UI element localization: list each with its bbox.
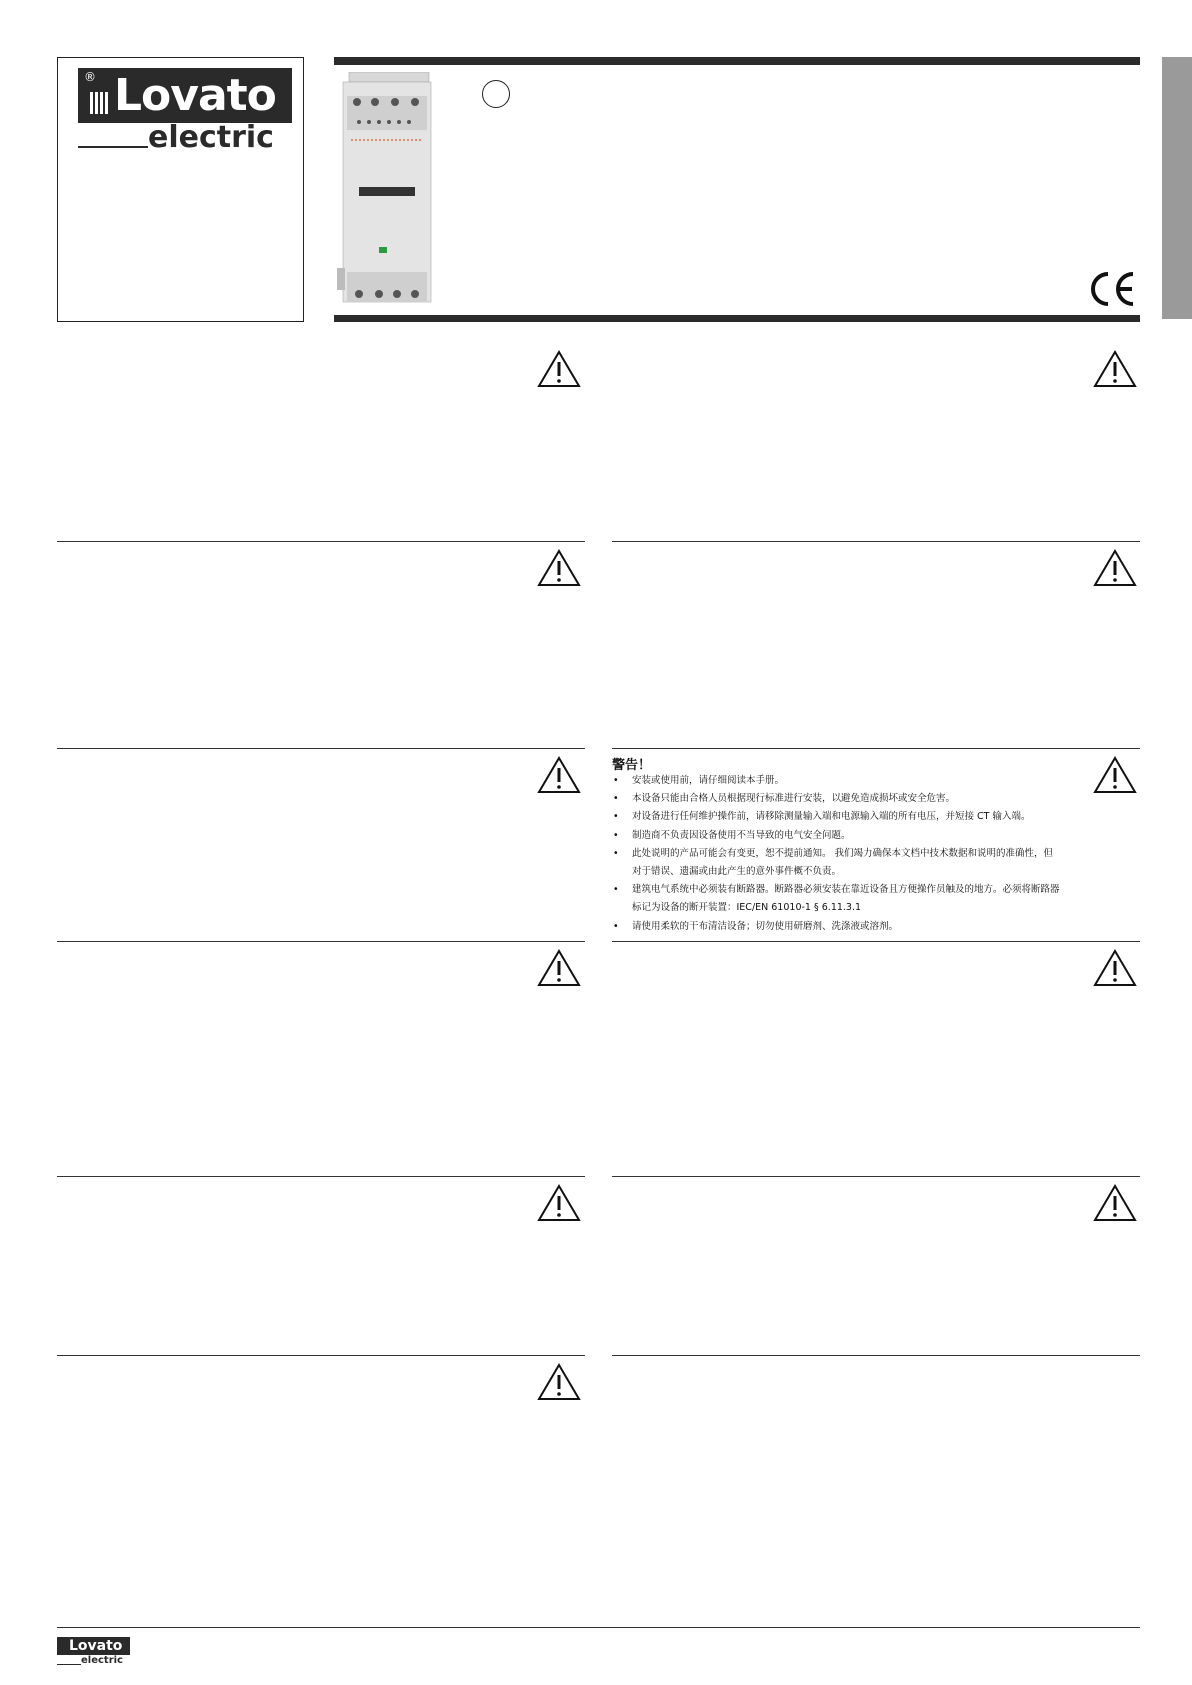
- bullet-icon: •: [613, 829, 619, 841]
- warning-triangle-icon: [1093, 949, 1137, 987]
- warning-item: • 请使用柔软的干布清洁设备；切勿使用研磨剂、洗涤液或溶剂。: [612, 918, 1132, 936]
- header-top-bar: [334, 57, 1140, 65]
- warning-triangle-icon: [537, 1363, 581, 1401]
- header-bottom-bar: [334, 315, 1140, 322]
- warning-item: • 制造商不负责因设备使用不当导致的电气安全问题。: [612, 827, 1132, 845]
- footer-logo-underline: [57, 1664, 81, 1665]
- footer-logo-block: [57, 1637, 130, 1655]
- warning-triangle-icon: [537, 1184, 581, 1222]
- warning-item: • 安装或使用前，请仔细阅读本手册。: [612, 772, 1132, 790]
- footer-brand-sub: electric: [81, 1655, 123, 1666]
- warning-item: • 对设备进行任何维护操作前，请移除测量输入端和电源输入端的所有电压，并短接 CT 输入端。: [612, 808, 1132, 826]
- warning-list-zh: [612, 772, 1132, 936]
- warning-item-continued: 标记为设备的断开装置：IEC/EN 61010-1 § 6.11.3.1: [632, 902, 862, 914]
- footer-brand-logo: [57, 1637, 130, 1667]
- warning-triangle-icon: [1093, 350, 1137, 388]
- bullet-icon: •: [613, 847, 619, 859]
- bullet-icon: •: [613, 811, 619, 823]
- ce-mark-icon: [1086, 270, 1136, 308]
- section-divider: [57, 748, 585, 749]
- warning-item: • 建筑电气系统中必须装有断路器。断路器必须安装在靠近设备且方便操作员触及的地方。必须将断路器: [612, 881, 1132, 899]
- section-divider: [612, 941, 1140, 942]
- registered-mark: ®: [84, 70, 96, 84]
- brand-logo: [78, 68, 292, 123]
- language-circle-icon: [482, 80, 510, 108]
- logo-stripes-icon: [90, 92, 112, 114]
- bullet-icon: •: [613, 793, 619, 805]
- brand-name: Lovato: [114, 70, 276, 121]
- brand-sub: electric: [148, 120, 274, 155]
- section-divider: [612, 1176, 1140, 1177]
- warning-triangle-icon: [537, 549, 581, 587]
- logo-underline: [78, 146, 148, 148]
- language-side-tab: [1162, 57, 1192, 319]
- section-divider: [57, 541, 585, 542]
- warning-title-zh: 警告！: [612, 758, 652, 773]
- bullet-icon: •: [613, 775, 619, 786]
- warning-triangle-icon: [537, 350, 581, 388]
- warning-item: • 本设备只能由合格人员根据现行标准进行安装，以避免造成损坏或安全危害。: [612, 790, 1132, 808]
- warning-triangle-icon: [1093, 549, 1137, 587]
- bullet-icon: •: [613, 920, 619, 932]
- warning-item-continued: 对于错误、遗漏或由此产生的意外事件概不负责。: [632, 866, 842, 878]
- section-divider: [612, 748, 1140, 749]
- footer-divider: [57, 1627, 1140, 1628]
- brand-logo-box: [57, 57, 304, 322]
- section-divider: [57, 1176, 585, 1177]
- warning-triangle-icon: [537, 756, 581, 794]
- soft-starter-device-image: [337, 72, 437, 312]
- warning-triangle-icon: [537, 949, 581, 987]
- warning-triangle-icon: [1093, 1184, 1137, 1222]
- section-divider: [57, 941, 585, 942]
- section-divider: [612, 541, 1140, 542]
- footer-brand-name: Lovato: [69, 1638, 123, 1654]
- section-divider: [612, 1355, 1140, 1356]
- section-divider: [57, 1355, 585, 1356]
- warning-item: • 此处说明的产品可能会有变更，恕不提前通知。 我们竭力确保本文档中技术数据和说明的准确性，但: [612, 845, 1132, 863]
- bullet-icon: •: [613, 884, 619, 896]
